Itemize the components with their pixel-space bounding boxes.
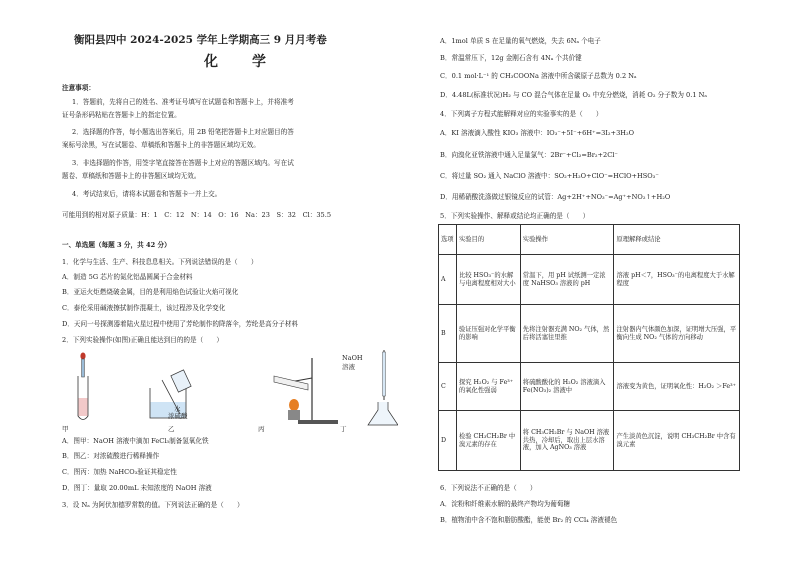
table-row — [439, 305, 740, 363]
figure-label: 甲 — [62, 425, 69, 433]
figure-label: 丁 — [340, 425, 347, 433]
table-header: 实验操作 — [520, 225, 614, 255]
question-option: C．泰伦采用碱液擦拭制作混凝土，该过程涉及化学变化 — [62, 304, 226, 312]
table-row — [439, 363, 740, 411]
question-stem: 3．设 Nₐ 为阿伏加德罗常数的值。下列说法正确的是（ ） — [62, 501, 244, 509]
table-header: 选项 — [439, 225, 457, 255]
experiment-table — [438, 224, 740, 471]
table-cell: 检验 CH₃CH₂Br 中溴元素的存在 — [456, 411, 520, 471]
question-option: D．用稀硝酸洗涤做过银镜反应的试管：Ag+2H⁺+NO₃⁻=Ag⁺+NO₂↑+H₂O — [440, 193, 671, 201]
table-row — [439, 255, 740, 305]
notice-item: 案标号涂黑，写在试题卷、草稿纸和答题卡上的非答题区域均无效。 — [62, 141, 260, 149]
table-cell: A — [439, 255, 457, 305]
question-option: B．常温常压下，12g 金刚石含有 4Nₐ 个共价键 — [440, 54, 582, 62]
figure-label: 丙 — [258, 425, 265, 433]
table-cell: 常温下，用 pH 试纸测一定浓度 NaHSO₃ 溶液的 pH — [520, 255, 614, 305]
exam-title: 衡阳县四中 2024-2025 学年上学期高三 9 月月考卷 — [74, 34, 327, 46]
table-header: 实验目的 — [456, 225, 520, 255]
table-cell: 先将注射器充满 NO₂ 气体，然后将活塞往里推 — [520, 305, 614, 363]
table-cell: B — [439, 305, 457, 363]
table-cell: 溶液 pH＜7，HSO₃⁻的电离程度大于水解程度 — [614, 255, 740, 305]
question-option: B．图乙：对浓硫酸进行稀释操作 — [62, 452, 160, 460]
table-cell: 将 CH₃CH₂Br 与 NaOH 溶液共热，冷却后，取出上层水溶液，加入 AgNO₃ 溶液 — [520, 411, 614, 471]
question-option: A．图甲：NaOH 溶液中滴加 FeCl₃制备氢氧化铁 — [62, 437, 209, 445]
question-option: B．向溴化亚铁溶液中通入足量氯气：2Br⁻+Cl₂=Br₂+2Cl⁻ — [440, 151, 618, 159]
question-stem: 2．下列实验操作(如图)正确且能达到目的的是（ ） — [62, 336, 223, 344]
dropper-test-tube-icon — [78, 353, 88, 420]
question-option: A．制造 5G 芯片的氮化铝晶圆属于合金材料 — [62, 273, 193, 281]
question-stem: 4．下列离子方程式能解释对应的实验事实的是（ ） — [440, 110, 603, 118]
question-option: A．KI 溶液滴入酸性 KIO₃ 溶液中：IO₃⁻+5I⁻+6H⁺=3I₂+3H₂O — [440, 129, 635, 137]
figure-text: 水 — [174, 405, 181, 413]
table-header-row — [439, 225, 740, 255]
question-stem: 5．下列实验操作、解释或结论均正确的是（ ） — [440, 212, 590, 220]
table-cell: 溶液变为黄色，证明氧化性：H₂O₂ ＞Fe³⁺ — [614, 363, 740, 411]
question-option: D．天问一号探测器着陆火星过程中使用了芳纶制作的降落伞，芳纶是高分子材料 — [62, 320, 299, 328]
question-stem: 6．下列说法不正确的是（ ） — [440, 484, 537, 492]
figure-label: 乙 — [168, 425, 175, 433]
notice-item: 题卷、草稿纸和答题卡上的非答题区域均无效。 — [62, 172, 201, 180]
notice-heading: 注意事项： — [62, 84, 95, 92]
question-stem: 1．化学与生活、生产、科技息息相关。下列说法错误的是（ ） — [62, 258, 258, 266]
burette-flask-icon — [368, 350, 398, 425]
question-option: D．4.48L(标准状况)H₂ 与 CO 混合气体在足量 O₂ 中充分燃烧，消耗 O₂ 分子数为 0.1 Nₐ — [440, 91, 707, 99]
table-row — [439, 411, 740, 471]
table-cell: C — [439, 363, 457, 411]
atomic-masses: 可能用到的相对原子质量：H：1 C：12 N：14 O：16 Na：23 S：32 Cl：35.5 — [62, 211, 332, 219]
table-cell: 比较 HSO₃⁻的水解与电离程度相对大小 — [456, 255, 520, 305]
question-option: B．植物油中含不饱和脂肪酸酯，能使 Br₂ 的 CCl₄ 溶液褪色 — [440, 516, 618, 524]
table-cell: 注射器内气体颜色加深，证明增大压强，平衡向生成 NO₂ 气体的方向移动 — [614, 305, 740, 363]
table-cell: 将硫酸酸化的 H₂O₂ 溶液滴入 Fe(NO₃)₂ 溶液中 — [520, 363, 614, 411]
figure-text: 溶液 — [342, 363, 355, 371]
question-option: C．图丙：加热 NaHCO₃验证其稳定性 — [62, 468, 177, 476]
table-cell: 产生淡黄色沉淀，说明 CH₃CH₂Br 中含有溴元素 — [614, 411, 740, 471]
section-heading: 一、单选题（每题 3 分，共 42 分） — [62, 241, 171, 249]
figure-text: 浓硫酸 — [168, 412, 188, 420]
table-cell: D — [439, 411, 457, 471]
table-header: 原理解释或结论 — [614, 225, 740, 255]
notice-item: 3．非选择题的作答，用签字笔直接答在答题卡上对应的答题区域内。写在试 — [72, 159, 294, 167]
notice-item: 证号条形码粘贴在答题卡上的指定位置。 — [62, 111, 181, 119]
question-option: B．亚运火炬燃烧破金属，目的是利用焰色试验让火焰可视化 — [62, 288, 239, 296]
question-option: A．淀粉和纤维素水解的最终产物均为葡萄糖 — [440, 500, 571, 508]
notice-item: 1．答题前，先将自己的姓名、准考证号填写在试题卷和答题卡上，并将准考 — [72, 98, 294, 106]
notice-item: 4．考试结束后，请将本试题卷和答题卡一并上交。 — [72, 190, 222, 198]
heating-stand-icon — [274, 358, 338, 424]
notice-item: 2．选择题的作答，每小题选出答案后，用 2B 铅笔把答题卡上对应题目的答 — [72, 128, 294, 136]
table-cell: 验证压强对化学平衡的影响 — [456, 305, 520, 363]
figure-text: NaOH — [342, 354, 363, 362]
subject-title: 化 学 — [204, 54, 276, 70]
question-option: A．1mol 单质 S 在足量的氧气燃烧，失去 6Nₐ 个电子 — [440, 37, 601, 45]
question-option: C．将过量 SO₂ 通入 NaClO 溶液中：SO₂+H₂O+ClO⁻=HClO+HSO₃⁻ — [440, 172, 659, 180]
question-option: C．0.1 mol·L⁻¹ 的 CH₃COONa 溶液中所含碳原子总数为 0.2 Nₐ — [440, 72, 637, 80]
table-cell: 探究 H₂O₂ 与 Fe³⁺ 的氧化性强弱 — [456, 363, 520, 411]
question-option: D．图丁：量取 20.00mL 未知浓度的 NaOH 溶液 — [62, 484, 212, 492]
